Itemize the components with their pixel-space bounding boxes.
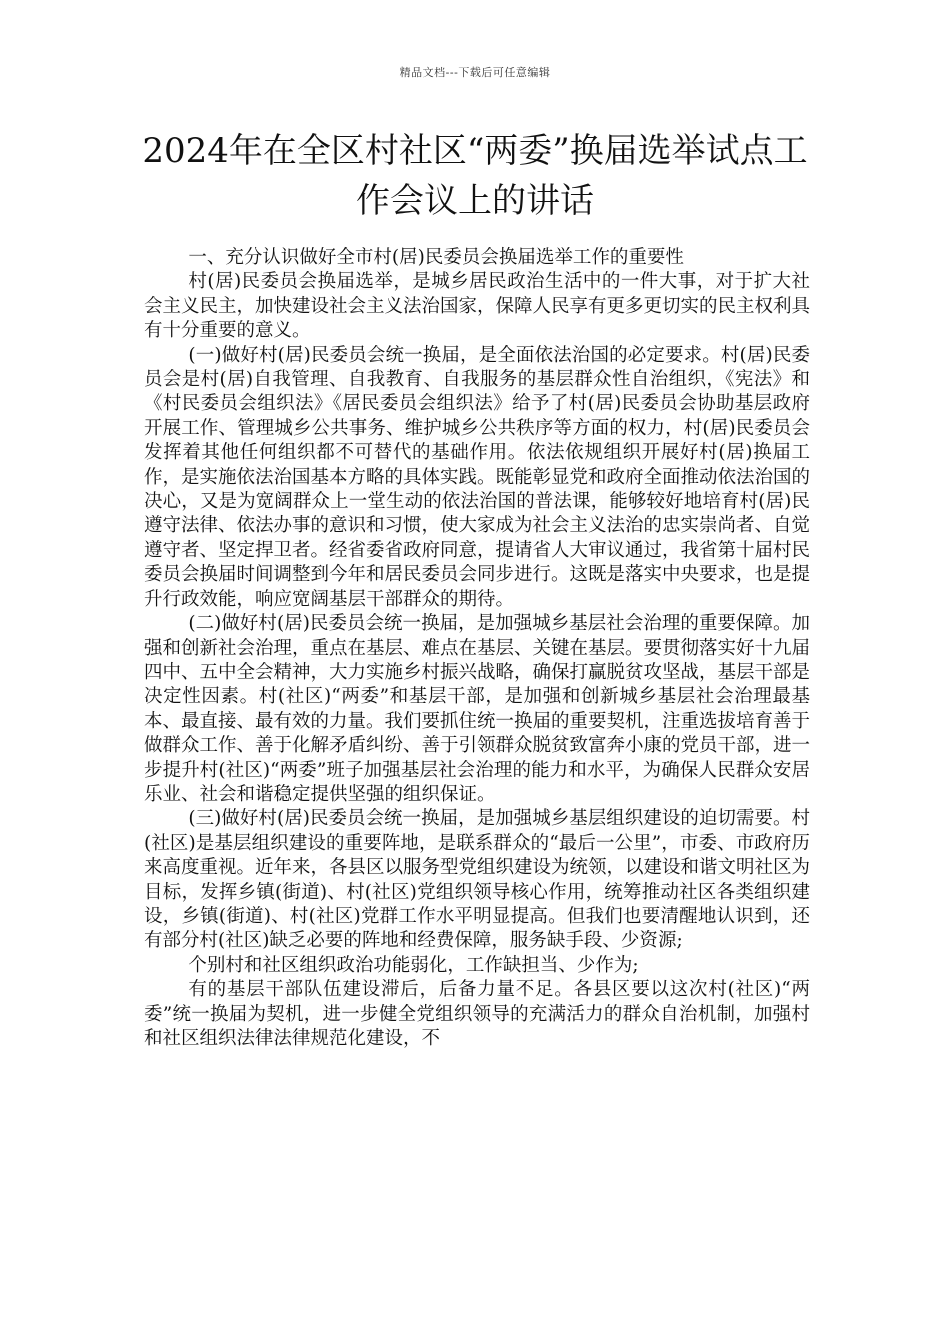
header-note: 精品文档---下载后可任意编辑: [399, 66, 551, 79]
paragraph: 有的基层干部队伍建设滞后，后备力量不足。各县区要以这次村(社区)“两委”统一换届为契机，进一步健全党组织领导的充满活力的群众自治机制，加强村和社区组织法律法律规范化建设，不: [144, 979, 810, 1049]
paragraph: 个别村和社区组织政治功能弱化，工作缺担当、少作为;: [188, 954, 639, 976]
document-body: [144, 246, 810, 1051]
paragraph: (一)做好村(居)民委员会统一换届，是全面依法治国的必定要求。村(居)民委员会是村(居)自我管理、自我教育、自我服务的基层群众性自治组织，《宪法》和《村民委员会组织法》《居民委员会组织法》给予了村(居)民委员会协助基层政府开展工作、管理城乡公共事务、维护城乡公共秩序等方面的权力，村(居)民委员会发挥着其他任何组织都不可替代的基础作用。依法依规组织开展好村(居)换届工作，是实施依法治国基本方略的具体实践。既能彰显党和政府全面推动依法治国的决心，又是为宽阔群众上一堂生动的依法治国的普法课，能够较好地培育村(居)民遵守法律、依法办事的意识和习惯，使大家成为社会主义法治的忠实崇尚者、自觉遵守者、坚定捍卫者。经省委省政府同意，提请省人大审议通过，我省第十届村民委员会换届时间调整到今年和居民委员会同步进行。这既是落实中央要求，也是提升行政效能，响应宽阔基层干部群众的期待。: [144, 344, 811, 610]
paragraph: (三)做好村(居)民委员会统一换届，是加强城乡基层组织建设的迫切需要。村(社区)是基层组织建设的重要阵地，是联系群众的“最后一公里”，市委、市政府历来高度重视。近年来，各县区以服务型党组织建设为统领，以建设和谐文明社区为目标，发挥乡镇(街道)、村(社区)党组织领导核心作用，统筹推动社区各类组织建设，乡镇(街道)、村(社区)党群工作水平明显提高。但我们也要清醒地认识到，还有部分村(社区)缺乏必要的阵地和经费保障，服务缺手段、少资源;: [144, 808, 811, 952]
paragraph: (二)做好村(居)民委员会统一换届，是加强城乡基层社会治理的重要保障。加强和创新社会治理，重点在基层、难点在基层、关键在基层。要贯彻落实好十九届四中、五中全会精神，大力实施乡村振兴战略，确保打赢脱贫攻坚战，基层干部是决定性因素。村(社区)“两委”和基层干部，是加强和创新城乡基层社会治理最基本、最直接、最有效的力量。我们要抓住统一换届的重要契机，注重选拔培育善于做群众工作、善于化解矛盾纠纷、善于引领群众脱贫致富奔小康的党员干部，进一步提升村(社区)“两委”班子加强基层社会治理的能力和水平，为确保人民群众安居乐业、社会和谐稳定提供坚强的组织保证。: [144, 613, 811, 805]
document-title: 2024年在全区村社区“两委”换届选举试点工作会议上的讲话: [142, 131, 808, 221]
paragraph: 村(居)民委员会换届选举，是城乡居民政治生活中的一件大事，对于扩大社会主义民主，加快建设社会主义法治国家，保障人民享有更多更切实的民主权利具有十分重要的意义。: [144, 271, 811, 342]
section-heading: 一、充分认识做好全市村(居)民委员会换届选举工作的重要性: [188, 247, 684, 268]
